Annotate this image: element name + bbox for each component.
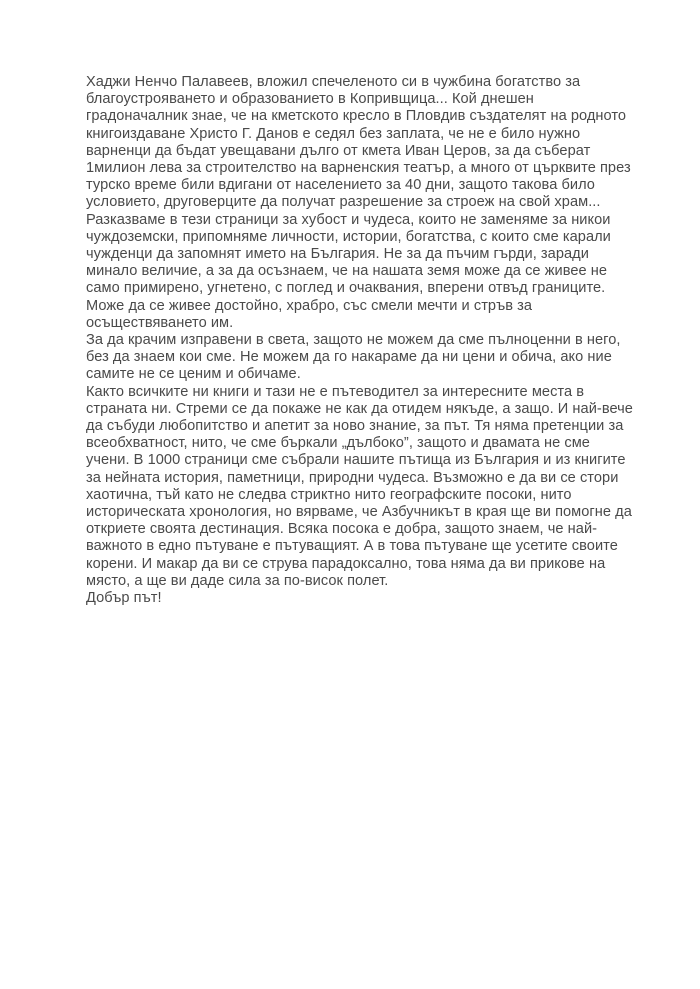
text-line: осъществяването им.: [86, 314, 234, 331]
text-line: историческата хронология, но вярваме, че Азбучникът в края ще ви помогне да: [86, 504, 632, 521]
text-line: откриете своята дестинация. Всяка посока е добра, защото знаем, че най-: [86, 521, 598, 538]
text-line: самите не се ценим и обичаме.: [86, 366, 301, 383]
text-line: турско време били вдигани от населението за 40 дни, защото такова било: [86, 177, 595, 194]
text-line: само примирено, угнетено, с поглед и очаквания, вперени отвъд границите.: [86, 280, 606, 297]
text-line: място, а ще ви даде сила за по-висок полет.: [86, 572, 389, 589]
text-line: благоустрояването и образованието в Копривщица... Кой днешен: [86, 91, 534, 108]
text-line: чужденци да запомнят името на България. Не за да пъчим гърди, заради: [86, 246, 589, 263]
text-line: Хаджи Ненчо Палавеев, вложил спечеленото си в чужбина богатство за: [86, 74, 581, 90]
text-line: учени. В 1000 страници сме събрали нашите пътища из България и из книгите: [86, 452, 626, 469]
text-line: чуждоземски, припомняме личности, истории, богатства, с които сме карали: [86, 228, 611, 245]
text-line: страната ни. Стреми се да покаже не как да отидем някъде, а защо. И най-вече: [86, 400, 633, 417]
closing-line: Добър път!: [86, 590, 162, 607]
text-line: За да крачим изправени в света, защото не можем да сме пълноценни в него,: [86, 332, 621, 349]
text-line: градоначалник знае, че на кметското кресло в Пловдив създателят на родното: [86, 108, 627, 125]
text-line: варненци да бъдат увещавани дълго от кмета Иван Церов, за да съберат: [86, 142, 591, 159]
text-line: важното в едно пътуване е пътуващият. А в това пътуване ще усетите своите: [86, 538, 618, 555]
text-line: всеобхватност, нито, че сме бъркали „дълбоко”, защото и двамата не сме: [86, 435, 590, 452]
text-line: да събуди любопитство и апетит за ново знание, за път. Тя няма претенции за: [86, 418, 624, 435]
text-line: книгоиздаване Христо Г. Данов е седял без заплата, че не е било нужно: [86, 125, 581, 142]
text-line: хаотична, тъй като не следва стриктно нито географските посоки, нито: [86, 486, 572, 503]
text-line: Както всичките ни книги и тази не е пътеводител за интересните места в: [86, 383, 585, 400]
text-line: минало величие, а за да осъзнаем, че на нашата земя може да се живее не: [86, 263, 608, 280]
text-line: 1милион лева за строителство на варненския театър, а много от църквите през: [86, 160, 631, 177]
text-line: без да знаем кои сме. Не можем да го накараме да ни цени и обича, ако ние: [86, 349, 612, 366]
text-line: Може да се живее достойно, храбро, със смели мечти и стръв за: [86, 297, 533, 314]
text-line: корени. И макар да ви се струва парадоксално, това няма да ви прикове на: [86, 555, 606, 572]
text-line: условието, друговерците да получат разрешение за строеж на свой храм...: [86, 194, 601, 211]
body-text: [86, 74, 633, 607]
text-line: за нейната история, паметници, природни чудеса. Възможно е да ви се стори: [86, 469, 619, 486]
text-line: Разказваме в тези страници за хубост и чудеса, които не заменяме за никои: [86, 211, 611, 228]
